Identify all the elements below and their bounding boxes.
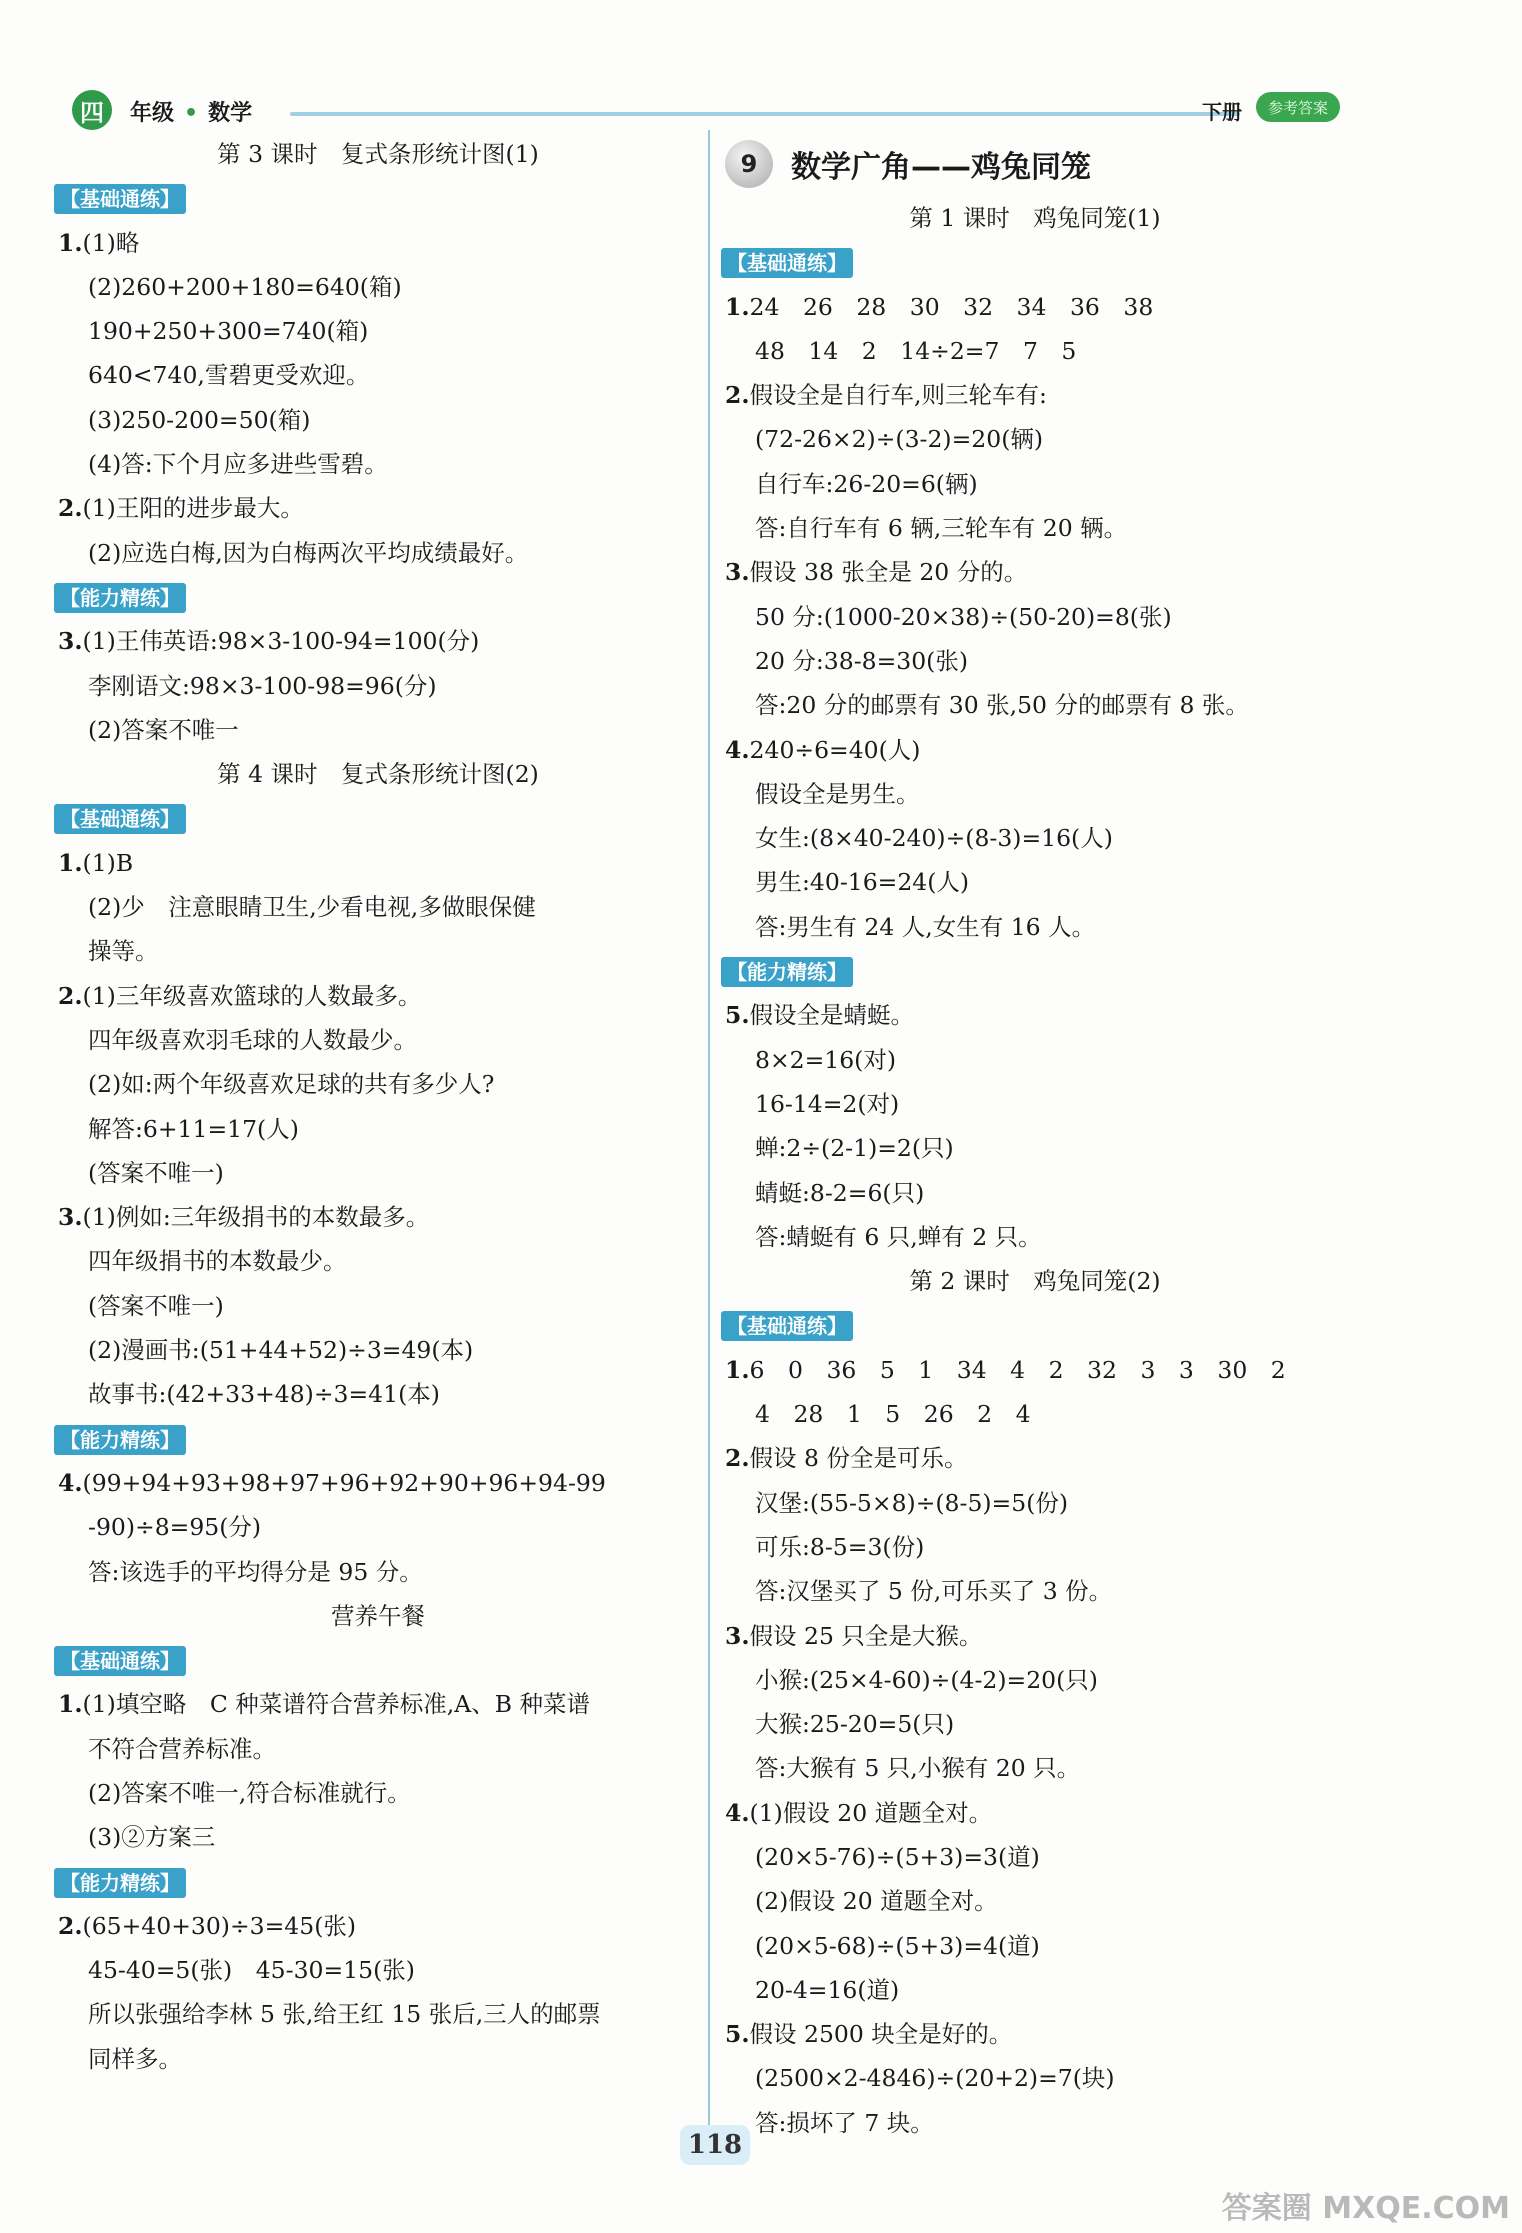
answer-line: 20 分:38-8=30(张) — [755, 646, 969, 675]
item-number: 2. — [58, 981, 83, 1010]
answer-line: (20×5-76)÷(5+3)=3(道) — [755, 1842, 1040, 1871]
practice-tag: 【基础通练】 — [721, 248, 853, 278]
page-header — [60, 86, 1360, 138]
answer-line: 男生:40-16=24(人) — [755, 868, 970, 897]
answer-line: 20-4=16(道) — [755, 1975, 900, 2004]
item-text: 假设 8 份全是可乐。 — [749, 1444, 968, 1473]
watermark-logo: 答案圈 MXQE.COM — [1221, 2191, 1510, 2226]
answer-line: (答案不唯一) — [88, 1291, 224, 1320]
practice-tag-row — [58, 1860, 698, 1904]
answer-line: 汉堡:(55-5×8)÷(8-5)=5(份) — [755, 1488, 1069, 1517]
item-text: (1)例如:三年级捐书的本数最多。 — [82, 1203, 430, 1232]
answer-line: 4 28 1 5 26 2 4 — [755, 1400, 1031, 1429]
item-text: 假设 2500 块全是好的。 — [749, 2020, 1013, 2049]
answer-item — [58, 841, 698, 885]
answer-line: 小猴:(25×4-60)÷(4-2)=20(只) — [755, 1665, 1098, 1694]
answer-line: 同样多。 — [88, 2044, 182, 2073]
answer-line: 自行车:26-20=6(辆) — [755, 469, 978, 498]
item-text: (1)王伟英语:98×3-100-94=100(分) — [82, 627, 480, 656]
answer-line: 所以张强给李林 5 张,给王红 15 张后,三人的邮票 — [88, 2000, 601, 2029]
answer-line: 李刚语文:98×3-100-98=96(分) — [88, 671, 437, 700]
lesson-heading: 第 4 课时 复式条形统计图(2) — [217, 760, 539, 789]
answer-line: (2)答案不唯一 — [88, 715, 239, 744]
answer-item — [725, 993, 1345, 1037]
item-number: 3. — [58, 1203, 83, 1232]
answer-line: (2)应选白梅,因为白梅两次平均成绩最好。 — [88, 538, 529, 567]
practice-tag-row — [58, 575, 698, 619]
item-number: 1. — [725, 292, 750, 321]
item-text: 假设 25 只全是大猴。 — [749, 1621, 983, 1650]
dot-separator: • — [184, 101, 199, 126]
answer-item — [725, 1348, 1345, 1392]
item-text: (1)王阳的进步最大。 — [82, 494, 304, 523]
item-number: 4. — [725, 1798, 750, 1827]
answer-item — [58, 1195, 698, 1239]
item-text: (1)三年级喜欢篮球的人数最多。 — [82, 981, 422, 1010]
answer-line: (答案不唯一) — [88, 1158, 224, 1187]
answer-item — [58, 1682, 698, 1726]
section-heading — [725, 132, 1345, 196]
answer-line: -90)÷8=95(分) — [88, 1513, 262, 1542]
item-number: 5. — [725, 2020, 750, 2049]
answer-line: 女生:(8×40-240)÷(8-3)=16(人) — [755, 824, 1113, 853]
grade-label: 年级 — [130, 101, 175, 126]
item-text: 240÷6=40(人) — [749, 735, 921, 764]
section-title: 数学广角——鸡兔同笼 — [791, 150, 1091, 185]
lesson-heading: 第 3 课时 复式条形统计图(1) — [217, 140, 539, 168]
item-number: 3. — [725, 558, 750, 587]
answer-line: 190+250+300=740(箱) — [88, 317, 369, 346]
item-text: (1)略 — [82, 228, 140, 257]
item-text: (1)假设 20 道题全对。 — [749, 1798, 993, 1827]
answer-line: 答:自行车有 6 辆,三轮车有 20 辆。 — [755, 514, 1128, 543]
practice-tag-row — [58, 1417, 698, 1461]
answer-line: 50 分:(1000-20×38)÷(50-20)=8(张) — [755, 602, 1172, 631]
practice-tag: 【能力精练】 — [54, 1425, 186, 1455]
answer-line: 答:20 分的邮票有 30 张,50 分的邮票有 8 张。 — [755, 691, 1249, 720]
item-text: 假设全是蜻蜓。 — [749, 1001, 915, 1030]
answer-item — [58, 1904, 698, 1948]
subject-label: 数学 — [208, 101, 253, 126]
practice-tag: 【能力精练】 — [54, 1868, 186, 1898]
practice-tag-row — [725, 1303, 1345, 1347]
answer-line: (2)如:两个年级喜欢足球的共有多少人? — [88, 1070, 495, 1099]
answer-line: 答:汉堡买了 5 份,可乐买了 3 份。 — [755, 1577, 1113, 1606]
item-number: 5. — [725, 1001, 750, 1030]
answer-line: 四年级捐书的本数最少。 — [88, 1247, 347, 1276]
answer-line: (2)少 注意眼睛卫生,少看电视,多做眼保健 — [88, 893, 536, 922]
header-rule — [290, 112, 1240, 116]
answer-line: 答:大猴有 5 只,小猴有 20 只。 — [755, 1754, 1081, 1783]
right-lines — [725, 196, 1345, 2145]
grade-badge: 四 — [72, 90, 112, 130]
item-text: 24 26 28 30 32 34 36 38 — [749, 292, 1154, 321]
answer-line: 四年级喜欢羽毛球的人数最少。 — [88, 1025, 417, 1054]
answer-item — [725, 728, 1345, 772]
answer-line: 解答:6+11=17(人) — [88, 1114, 299, 1143]
item-number: 3. — [58, 627, 83, 656]
answer-line: (2500×2-4846)÷(20+2)=7(块) — [755, 2064, 1115, 2093]
practice-tag: 【基础通练】 — [54, 1646, 186, 1676]
answer-line: (3)②方案三 — [88, 1823, 216, 1852]
answer-line: 答:男生有 24 人,女生有 16 人。 — [755, 912, 1096, 941]
item-text: 假设全是自行车,则三轮车有: — [749, 381, 1047, 410]
answer-badge: 参考答案 — [1256, 92, 1340, 122]
item-number: 4. — [58, 1468, 83, 1497]
answer-item — [58, 1461, 698, 1505]
answer-line: 不符合营养标准。 — [88, 1734, 276, 1763]
answer-line: 16-14=2(对) — [755, 1089, 900, 1118]
practice-tag-row — [725, 949, 1345, 993]
lesson-heading: 第 2 课时 鸡兔同笼(2) — [909, 1267, 1161, 1296]
answer-item — [58, 486, 698, 530]
answer-line: 答:损坏了 7 块。 — [755, 2108, 934, 2137]
item-text: 假设 38 张全是 20 分的。 — [749, 558, 1028, 587]
answer-item — [725, 2012, 1345, 2056]
practice-tag-row — [58, 1638, 698, 1682]
practice-tag: 【基础通练】 — [721, 1311, 853, 1341]
item-text: (65+40+30)÷3=45(张) — [82, 1911, 357, 1940]
item-number: 2. — [725, 381, 750, 410]
answer-line: 假设全是男生。 — [755, 779, 920, 808]
answer-line: 蜻蜓:8-2=6(只) — [755, 1178, 925, 1207]
volume-label: 下册 — [1202, 100, 1242, 124]
item-number: 1. — [58, 1690, 83, 1719]
column-divider — [708, 130, 710, 2130]
practice-tag: 【基础通练】 — [54, 804, 186, 834]
practice-tag-row — [58, 796, 698, 840]
answer-line: 操等。 — [88, 937, 159, 966]
answer-line: 故事书:(42+33+48)÷3=41(本) — [88, 1380, 440, 1409]
item-number: 1. — [58, 228, 83, 257]
answer-item — [58, 974, 698, 1018]
practice-tag: 【能力精练】 — [54, 583, 186, 613]
item-text: (1)填空略 C 种菜谱符合营养标准,A、B 种菜谱 — [82, 1690, 590, 1719]
answer-item — [725, 1614, 1345, 1658]
item-text: (1)B — [82, 848, 134, 877]
answer-item — [725, 1436, 1345, 1480]
answer-item — [725, 550, 1345, 594]
right-column — [725, 132, 1345, 2145]
item-number: 1. — [58, 848, 83, 877]
answer-item — [725, 373, 1345, 417]
answer-line: 可乐:8-5=3(份) — [755, 1532, 925, 1561]
answer-line: 大猴:25-20=5(只) — [755, 1710, 955, 1739]
item-number: 2. — [725, 1444, 750, 1473]
answer-line: 答:该选手的平均得分是 95 分。 — [88, 1557, 423, 1586]
answer-line: 8×2=16(对) — [755, 1045, 897, 1074]
item-text: (99+94+93+98+97+96+92+90+96+94-99 — [82, 1468, 606, 1497]
item-text: 6 0 36 5 1 34 4 2 32 3 3 30 2 — [749, 1355, 1286, 1384]
practice-tag: 【基础通练】 — [54, 184, 186, 214]
answer-line: (2)答案不唯一,符合标准就行。 — [88, 1778, 411, 1807]
answer-item — [725, 285, 1345, 329]
answer-line: (3)250-200=50(箱) — [88, 405, 311, 434]
item-number: 1. — [725, 1355, 750, 1384]
answer-item — [58, 221, 698, 265]
answer-line: (2)假设 20 道题全对。 — [755, 1887, 998, 1916]
answer-line: (20×5-68)÷(5+3)=4(道) — [755, 1931, 1040, 1960]
answer-item — [725, 1791, 1345, 1835]
lesson-heading: 营养午餐 — [331, 1601, 425, 1630]
answer-line: 蝉:2÷(2-1)=2(只) — [755, 1134, 954, 1163]
practice-tag-row — [58, 176, 698, 220]
answer-line: 答:蜻蜓有 6 只,蝉有 2 只。 — [755, 1222, 1042, 1251]
answer-item — [58, 619, 698, 663]
answer-line: (2)260+200+180=640(箱) — [88, 272, 402, 301]
item-number: 2. — [58, 1911, 83, 1940]
left-column — [58, 132, 698, 2081]
lesson-heading: 第 1 课时 鸡兔同笼(1) — [909, 204, 1161, 232]
answer-line: 640<740,雪碧更受欢迎。 — [88, 361, 370, 390]
answer-line: (2)漫画书:(51+44+52)÷3=49(本) — [88, 1336, 474, 1365]
item-number: 4. — [725, 735, 750, 764]
item-number: 2. — [58, 494, 83, 523]
header-title — [130, 96, 252, 127]
item-number: 3. — [725, 1621, 750, 1650]
answer-line: 48 14 2 14÷2=7 7 5 — [755, 336, 1077, 365]
section-number-badge: 9 — [725, 140, 773, 188]
practice-tag-row — [725, 240, 1345, 284]
practice-tag: 【能力精练】 — [721, 957, 853, 987]
page-number: 118 — [680, 2125, 750, 2165]
answer-line: (4)答:下个月应多进些雪碧。 — [88, 450, 388, 479]
answer-line: (72-26×2)÷(3-2)=20(辆) — [755, 425, 1044, 454]
answer-line: 45-40=5(张) 45-30=15(张) — [88, 1956, 415, 1985]
